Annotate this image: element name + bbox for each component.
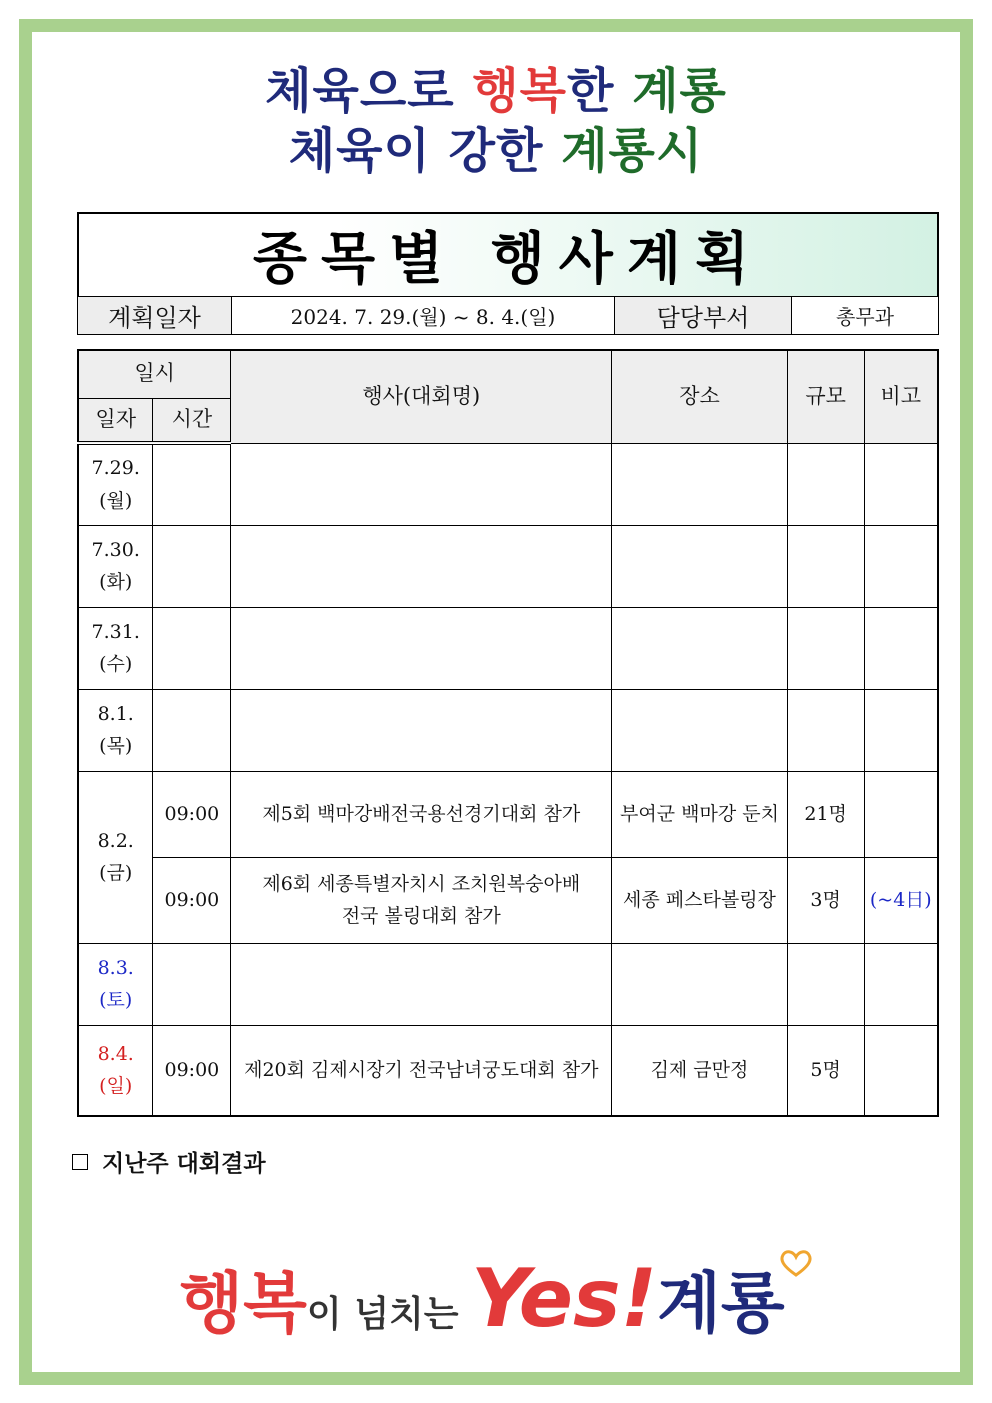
date-value: 7.31. bbox=[91, 620, 140, 643]
weekday-value: (수) bbox=[99, 653, 133, 675]
event-line: 제6회 세종특별자치시 조치원복숭아배 bbox=[262, 872, 581, 895]
date-value: 7.29. bbox=[91, 457, 140, 480]
weekday-value: (토) bbox=[99, 989, 133, 1011]
title-box bbox=[77, 212, 939, 296]
slogan-part: 체육 bbox=[288, 123, 384, 179]
page-title: 종목별 행사계획 bbox=[252, 227, 764, 292]
table-row bbox=[78, 771, 938, 857]
place-cell bbox=[612, 443, 788, 525]
date-cell bbox=[78, 943, 153, 1025]
table-row bbox=[78, 443, 938, 525]
note-cell: (~4日) bbox=[864, 857, 938, 943]
event-cell bbox=[231, 857, 612, 943]
date-cell bbox=[78, 1025, 153, 1116]
place-cell bbox=[612, 943, 788, 1025]
period-value: 2024. 7. 29.(월) ~ 8. 4.(일) bbox=[232, 297, 615, 335]
slogan-part: 이 강한 bbox=[383, 123, 562, 179]
logo-happy: 행복 bbox=[179, 1265, 307, 1342]
header-datetime: 일시 bbox=[78, 350, 231, 398]
scale-cell bbox=[787, 525, 864, 607]
event-cell bbox=[231, 607, 612, 689]
date-value: 8.4. bbox=[97, 1042, 134, 1065]
time-cell bbox=[153, 607, 231, 689]
note-cell bbox=[864, 607, 938, 689]
date-value: 8.1. bbox=[97, 702, 134, 725]
note-cell bbox=[864, 943, 938, 1025]
event-cell: 제5회 백마강배전국용선경기대회 참가 bbox=[231, 771, 612, 857]
time-cell: 09:00 bbox=[153, 1025, 231, 1116]
logo-city: 계룡 bbox=[657, 1265, 785, 1342]
bottom-logo bbox=[0, 1248, 992, 1345]
scale-cell bbox=[787, 443, 864, 525]
place-cell bbox=[612, 607, 788, 689]
checkbox-square-icon bbox=[72, 1154, 88, 1170]
scale-cell bbox=[787, 943, 864, 1025]
slogan-part: 체육으로 bbox=[265, 63, 473, 119]
table-row bbox=[78, 943, 938, 1025]
schedule-body bbox=[78, 443, 938, 1116]
slogan-part: 행복 bbox=[472, 63, 568, 119]
event-line: 전국 볼링대회 참가 bbox=[341, 905, 501, 927]
last-week-title: 지난주 대회결과 bbox=[102, 1151, 266, 1177]
note-cell bbox=[864, 771, 938, 857]
date-cell bbox=[78, 443, 153, 525]
scale-cell: 5명 bbox=[787, 1025, 864, 1116]
info-table bbox=[77, 296, 939, 335]
place-cell: 세종 페스타볼링장 bbox=[612, 857, 788, 943]
place-cell bbox=[612, 525, 788, 607]
time-cell: 09:00 bbox=[153, 771, 231, 857]
scale-cell bbox=[787, 689, 864, 771]
period-label: 계획일자 bbox=[78, 297, 232, 335]
date-value: 7.30. bbox=[91, 538, 140, 561]
scale-cell: 21명 bbox=[787, 771, 864, 857]
slogan-part: 계룡 bbox=[632, 63, 727, 119]
time-cell bbox=[153, 943, 231, 1025]
header-event: 행사(대회명) bbox=[231, 350, 612, 443]
date-cell bbox=[78, 607, 153, 689]
note-cell bbox=[864, 525, 938, 607]
table-row bbox=[78, 525, 938, 607]
note-cell bbox=[864, 1025, 938, 1116]
schedule-table bbox=[77, 349, 939, 1117]
event-cell bbox=[231, 525, 612, 607]
time-cell bbox=[153, 689, 231, 771]
header-note: 비고 bbox=[864, 350, 938, 443]
table-row bbox=[78, 607, 938, 689]
weekday-value: (금) bbox=[99, 862, 133, 884]
header-scale: 규모 bbox=[787, 350, 864, 443]
slogan-line-1 bbox=[0, 52, 992, 121]
weekday-value: (목) bbox=[99, 735, 133, 757]
logo-yes: Yes! bbox=[471, 1252, 658, 1345]
time-cell bbox=[153, 525, 231, 607]
event-cell bbox=[231, 943, 612, 1025]
scale-cell bbox=[787, 607, 864, 689]
date-cell bbox=[78, 525, 153, 607]
slogan-part: 계룡시 bbox=[561, 123, 704, 179]
event-cell bbox=[231, 443, 612, 525]
event-cell: 제20회 김제시장기 전국남녀궁도대회 참가 bbox=[231, 1025, 612, 1116]
last-week-section bbox=[72, 1145, 266, 1178]
date-value: 8.2. bbox=[97, 829, 134, 852]
date-value: 8.3. bbox=[97, 956, 134, 979]
header-place: 장소 bbox=[612, 350, 788, 443]
weekday-value: (월) bbox=[99, 489, 133, 512]
heart-icon bbox=[779, 1248, 813, 1278]
note-cell bbox=[864, 689, 938, 771]
slogan-line-2 bbox=[0, 112, 992, 181]
table-row bbox=[78, 689, 938, 771]
dept-label: 담당부서 bbox=[615, 297, 792, 335]
time-cell bbox=[153, 443, 231, 525]
place-cell: 김제 금만정 bbox=[612, 1025, 788, 1116]
date-cell bbox=[78, 689, 153, 771]
table-row bbox=[78, 857, 938, 943]
event-cell bbox=[231, 689, 612, 771]
logo-mid: 이 넘치는 bbox=[306, 1294, 472, 1335]
weekday-value: (일) bbox=[99, 1075, 133, 1098]
place-cell bbox=[612, 689, 788, 771]
header-time: 시간 bbox=[153, 398, 231, 443]
header-date: 일자 bbox=[78, 398, 153, 443]
weekday-value: (화) bbox=[99, 571, 133, 593]
note-cell bbox=[864, 443, 938, 525]
place-cell: 부여군 백마강 둔치 bbox=[612, 771, 788, 857]
dept-value: 총무과 bbox=[792, 297, 939, 335]
table-row bbox=[78, 1025, 938, 1116]
date-cell bbox=[78, 771, 153, 943]
scale-cell: 3명 bbox=[787, 857, 864, 943]
slogan-part: 한 bbox=[567, 63, 633, 119]
time-cell: 09:00 bbox=[153, 857, 231, 943]
